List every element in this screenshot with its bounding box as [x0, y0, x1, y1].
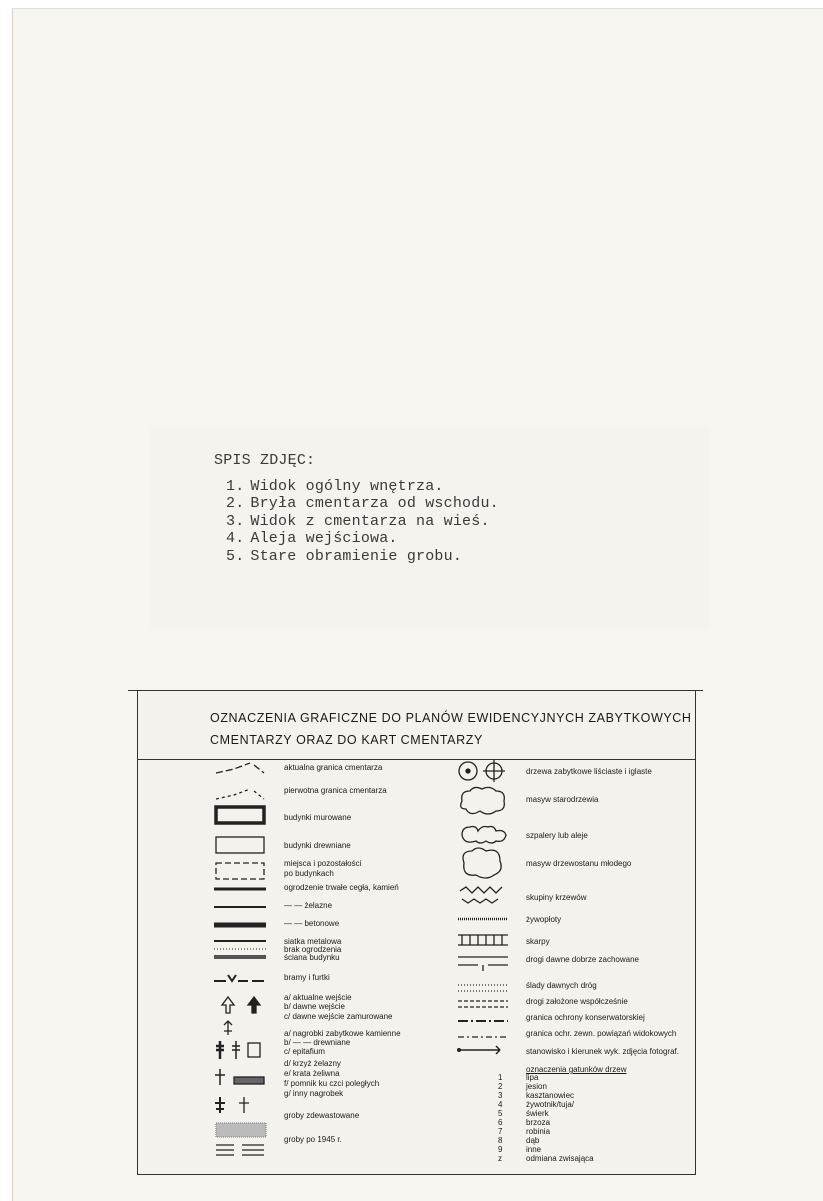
devastated-graves-icon — [216, 1123, 266, 1137]
legend-label: granica ochrony konserwatorskiej — [526, 1013, 645, 1022]
legend-right-symbols — [456, 759, 518, 1049]
legend-label: skupiny krzewów — [526, 893, 587, 902]
original-boundary-icon — [216, 789, 264, 799]
tree-species-item: świerk — [526, 1109, 549, 1118]
escarpment-icon — [458, 935, 508, 945]
shrubs-icon — [460, 887, 502, 903]
legend-label: g/ inny nagrobek — [284, 1089, 344, 1098]
legend-label: żywopłoty — [526, 915, 562, 924]
legend-label: f/ pomnik ku czci poległych — [284, 1079, 380, 1088]
building-wall-icon — [214, 955, 266, 959]
other-grave-icon — [239, 1097, 249, 1113]
tree-species-heading: oznaczenia gatunków drzew — [526, 1065, 627, 1074]
photo-list-item: 5. Stare obramienie grobu. — [226, 547, 463, 565]
photo-list-item: 3. Widok z cmentarza na wieś. — [226, 512, 490, 530]
legend-label: d/ krzyż żelazny — [284, 1059, 341, 1068]
old-road-icon — [458, 957, 508, 971]
legend-label: budynki drewniane — [284, 841, 351, 850]
photo-list-item: 1. Widok ogólny wnętrza. — [226, 477, 444, 495]
legend-header — [138, 691, 695, 760]
current-entrance-icon — [222, 997, 234, 1013]
legend-left-symbols — [214, 759, 274, 1169]
post-1945-graves-icon — [216, 1145, 264, 1155]
photo-list-item: 2. Bryła cmentarza od wschodu. — [226, 495, 499, 512]
walled-entrance-icon — [224, 1021, 232, 1035]
legend-label: c/ epitafium — [284, 1047, 325, 1056]
tree-species-item: odmiana zwisająca — [526, 1154, 594, 1163]
legend-label: siatka metalowa — [284, 937, 342, 946]
tree-species-item: inne — [526, 1145, 542, 1154]
legend-label: groby zdewastowane — [284, 1111, 360, 1120]
old-tree-mass-icon — [461, 787, 505, 814]
wooden-grave-icon — [232, 1041, 240, 1059]
tree-species-item: kasztanowiec — [526, 1091, 575, 1100]
current-boundary-icon — [216, 763, 264, 773]
photo-position-icon — [456, 1044, 518, 1056]
road-traces-icon — [458, 985, 508, 991]
legend-label: miejsca i pozostałości — [284, 859, 362, 868]
legend-label: brak ogrodzenia — [284, 945, 342, 954]
stone-grave-icon — [216, 1041, 224, 1059]
brick-building-icon — [216, 807, 264, 823]
epitaph-icon — [248, 1043, 260, 1057]
legend-label: drogi założone współcześnie — [526, 997, 628, 1006]
legend-label: a/ nagrobki zabytkowe kamienne — [284, 1029, 401, 1038]
war-memorial-icon — [215, 1097, 225, 1113]
legend-title: OZNACZENIA GRAFICZNE DO PLANÓW EWIDENCYJNYCH ZABYTKOWYCH CMENTARZY ORAZ DO KART CMENTARZY — [210, 711, 692, 747]
tree-species-item: brzoza — [526, 1118, 551, 1127]
legend-label: stanowisko i kierunek wyk. zdjęcia fotograf. — [526, 1047, 679, 1056]
legend-label: ślady dawnych dróg — [526, 981, 597, 990]
legend-label: skarpy — [526, 937, 550, 946]
legend-label: b/ — — drewniane — [284, 1038, 351, 1047]
iron-cross-icon — [215, 1069, 225, 1085]
legend-label: b/ dawne wejście — [284, 1002, 345, 1011]
iron-grating-icon — [234, 1077, 264, 1084]
legend-label: groby po 1945 r. — [284, 1135, 342, 1144]
legend-label: — — betonowe — [284, 919, 340, 928]
photo-list — [214, 452, 499, 565]
legend-label: a/ aktualne wejście — [284, 993, 352, 1002]
legend-label: szpalery lub aleje — [526, 831, 588, 840]
tree-species-item: robinia — [526, 1127, 551, 1136]
gate-icon — [214, 975, 264, 981]
legend-label: granica ochr. zewn. powiązań widokowych — [526, 1029, 677, 1038]
map-legend-sheet: OZNACZENIA GRAFICZNE DO PLANÓW EWIDENCYJNYCH ZABYTKOWYCH CMENTARZY ORAZ DO KART CMENTARZY aktualna granica cmentarza pierwotna granica cmentarza budynki murowane budynki drewniane miejsca i pozostałości po budynkach ogrodzenie trwałe cegła, kamień — — żelazne — — betonowe siatka metalowa brak ogrodzenia ściana budynku bramy i furtki a/ aktualne wejście b/ dawne wejście c/ dawne wejście zamurowane a/ nagrobki zabytkowe kamienne b/ — — drewniane c/ epitafium d/ krzyż żelazny e/ krata żeliwna f/ pomnik ku czci poległych g/ inny nagrobek groby zdewastowane groby po 1945 r. drzewa zabytkowe liściaste i iglaste masyw starodrzewia szpalery lub aleje masyw drzewostanu młodego skupiny krzewów żywopłoty skarpy drogi dawne dobrze zachowane ślady dawnych dróg drogi założone współcześnie granica ochrony konserwatorskiej granica ochr. zewn. powiązań widokowych stanowisko i kierunek wyk. zdjęcia fotograf. oznaczenia gatunków drzew 1 lipa 2 jesion 3 kasztanowiec 4 żywotnik/tuja/ 5 świerk 6 brzoza 7 robinia 8 dąb 9 inne z odmiana zwisająca — [137, 690, 696, 1175]
tree-species-item: lipa — [526, 1073, 539, 1082]
tree-species-item: dąb — [526, 1136, 540, 1145]
legend-label: bramy i furtki — [284, 973, 330, 982]
young-tree-mass-icon — [463, 848, 501, 878]
modern-road-icon — [458, 1001, 508, 1007]
alley-icon — [462, 827, 506, 844]
tree-species-item: żywotnik/tuja/ — [526, 1100, 575, 1109]
legend-label: drzewa zabytkowe liściaste i iglaste — [526, 767, 652, 776]
legend-label: pierwotna granica cmentarza — [284, 786, 387, 795]
former-entrance-icon — [248, 997, 260, 1013]
photo-list-items — [226, 478, 499, 566]
legend-label: ściana budynku — [284, 953, 340, 962]
photo-list-heading: SPIS ZDJĘC: — [214, 452, 316, 469]
tree-species-item: jesion — [526, 1082, 547, 1091]
legend-label: — — żelazne — [284, 901, 333, 910]
legend-label: aktualna granica cmentarza — [284, 763, 383, 772]
legend-label: masyw drzewostanu młodego — [526, 859, 632, 868]
legend-label: budynki murowane — [284, 813, 352, 822]
legend-label: po budynkach — [284, 869, 334, 878]
legend-label: e/ krata żeliwna — [284, 1069, 340, 1078]
building-remains-icon — [216, 863, 264, 879]
photo-list-item: 4. Aleja wejściowa. — [226, 530, 398, 547]
legend-label: masyw starodrzewia — [526, 795, 599, 804]
legend-label: drogi dawne dobrze zachowane — [526, 955, 639, 964]
legend-label: c/ dawne wejście zamurowane — [284, 1012, 393, 1021]
wooden-building-icon — [216, 837, 264, 853]
legend-label: ogrodzenie trwałe cegła, kamień — [284, 883, 399, 892]
